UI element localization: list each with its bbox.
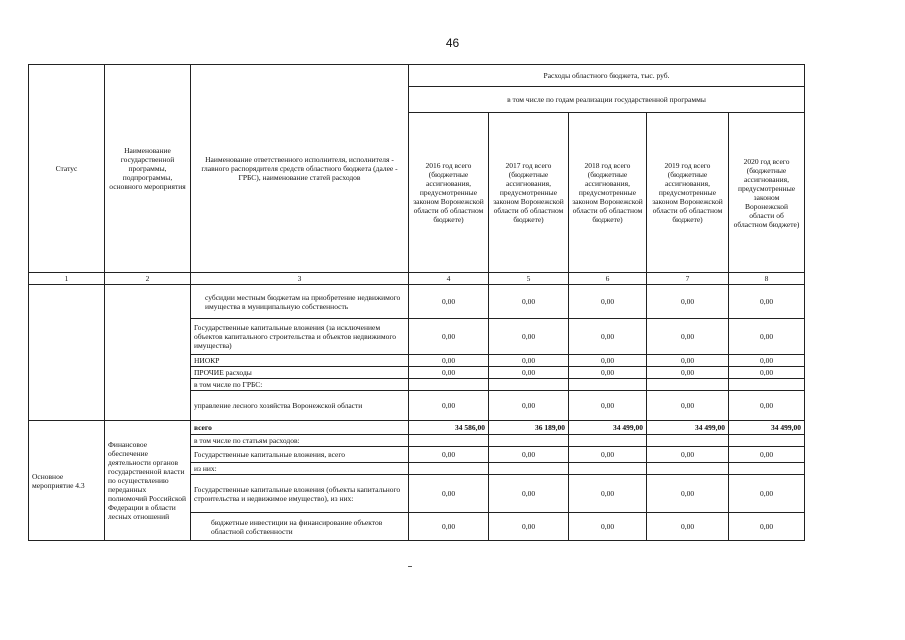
row-label: бюджетные инвестиции на финансирование объектов областной собственности	[191, 513, 409, 541]
col-number: 8	[729, 273, 805, 285]
row-value: 0,00	[489, 447, 569, 463]
row-program-name: Финансовое обеспечение деятельности органов государственной власти по осуществлению переданных полномочий Российской Федерации в области лесных отношений	[105, 421, 191, 541]
row-value: 0,00	[409, 447, 489, 463]
row-value: 0,00	[489, 367, 569, 379]
row-value: 0,00	[489, 391, 569, 421]
row-value: 0,00	[569, 367, 647, 379]
row-value	[489, 463, 569, 475]
header-by-years: в том числе по годам реализации государственной программы	[409, 87, 805, 113]
col-number: 1	[29, 273, 105, 285]
row-value	[729, 463, 805, 475]
row-value: 0,00	[647, 447, 729, 463]
row-value: 34 499,00	[729, 421, 805, 435]
header-year-2019: 2019 год всего (бюджетные ассигнования, предусмотренные законом Воронежской области об областном бюджете)	[647, 113, 729, 273]
row-value: 0,00	[729, 319, 805, 355]
row-value: 0,00	[729, 475, 805, 513]
row-value: 0,00	[647, 367, 729, 379]
row-value	[489, 379, 569, 391]
header-year-2020: 2020 год всего (бюджетные ассигнования, предусмотренные законом Воронежской области об областном бюджете)	[729, 113, 805, 273]
col-number: 5	[489, 273, 569, 285]
column-numbers-row	[29, 273, 805, 285]
row-value: 0,00	[647, 319, 729, 355]
row-value: 0,00	[409, 367, 489, 379]
row-value	[409, 463, 489, 475]
row-label: ПРОЧИЕ расходы	[191, 367, 409, 379]
row-value: 34 499,00	[647, 421, 729, 435]
row-value: 0,00	[409, 391, 489, 421]
row-label: Государственные капитальные вложения (объекты капитального строительства и недвижимое имущество), из них:	[191, 475, 409, 513]
row-value	[647, 379, 729, 391]
row-value: 34 586,00	[409, 421, 489, 435]
row-label: НИОКР	[191, 355, 409, 367]
header-row-1	[29, 65, 805, 87]
col-number: 4	[409, 273, 489, 285]
row-value	[409, 435, 489, 447]
row-status: Основное мероприятие 4.3	[29, 421, 105, 541]
row-value: 34 499,00	[569, 421, 647, 435]
row-value: 0,00	[409, 355, 489, 367]
header-expenses-title: Расходы областного бюджета, тыс. руб.	[409, 65, 805, 87]
header-status: Статус	[29, 65, 105, 273]
header-executor-name: Наименование ответственного исполнителя, исполнителя - главного распорядителя средств областного бюджета (далее - ГРБС), наименование статей расходов	[191, 65, 409, 273]
col-number: 6	[569, 273, 647, 285]
row-value	[647, 435, 729, 447]
row-value	[489, 435, 569, 447]
row-value	[569, 463, 647, 475]
table-row	[29, 421, 805, 435]
row-value: 0,00	[729, 367, 805, 379]
col-number: 3	[191, 273, 409, 285]
row-label: в том числе по ГРБС:	[191, 379, 409, 391]
row-value	[569, 435, 647, 447]
row-value: 0,00	[647, 513, 729, 541]
row-label: из них:	[191, 463, 409, 475]
row-value: 0,00	[569, 447, 647, 463]
page-number: 46	[445, 36, 460, 50]
row-value	[409, 379, 489, 391]
row-value: 0,00	[729, 355, 805, 367]
row-label: субсидии местным бюджетам на приобретение недвижимого имущества в муниципальную собственность	[191, 285, 409, 319]
row-status	[29, 285, 105, 421]
row-value: 0,00	[569, 391, 647, 421]
row-value: 0,00	[489, 475, 569, 513]
row-label: Государственные капитальные вложения (за исключением объектов капитального строительства и объектов недвижимого имущества)	[191, 319, 409, 355]
row-label: Государственные капитальные вложения, всего	[191, 447, 409, 463]
row-value: 0,00	[489, 285, 569, 319]
header-year-2018: 2018 год всего (бюджетные ассигнования, предусмотренные законом Воронежской области об областном бюджете)	[569, 113, 647, 273]
row-value: 0,00	[489, 355, 569, 367]
row-value: 0,00	[647, 355, 729, 367]
row-value: 0,00	[409, 319, 489, 355]
row-value: 0,00	[647, 475, 729, 513]
row-value: 0,00	[729, 447, 805, 463]
row-value	[729, 435, 805, 447]
col-number: 2	[105, 273, 191, 285]
footer-mark	[408, 566, 412, 567]
row-value	[569, 379, 647, 391]
row-value: 0,00	[729, 513, 805, 541]
header-year-2017: 2017 год всего (бюджетные ассигнования, предусмотренные законом Воронежской области об областном бюджете)	[489, 113, 569, 273]
header-program-name: Наименование государственной программы, подпрограммы, основного мероприятия	[105, 65, 191, 273]
row-value: 0,00	[569, 475, 647, 513]
header-year-2016: 2016 год всего (бюджетные ассигнования, предусмотренные законом Воронежской области об областном бюджете)	[409, 113, 489, 273]
table-row	[29, 285, 805, 319]
row-value: 0,00	[409, 285, 489, 319]
row-value: 0,00	[569, 319, 647, 355]
row-label: всего	[191, 421, 409, 435]
col-number: 7	[647, 273, 729, 285]
row-value: 0,00	[409, 475, 489, 513]
row-value: 36 189,00	[489, 421, 569, 435]
row-value: 0,00	[569, 355, 647, 367]
row-value: 0,00	[569, 285, 647, 319]
row-value: 0,00	[569, 513, 647, 541]
row-value: 0,00	[489, 319, 569, 355]
row-value: 0,00	[647, 391, 729, 421]
row-value: 0,00	[409, 513, 489, 541]
budget-table	[28, 64, 805, 541]
row-value: 0,00	[489, 513, 569, 541]
row-label: управление лесного хозяйства Воронежской области	[191, 391, 409, 421]
row-value	[647, 463, 729, 475]
row-value: 0,00	[729, 285, 805, 319]
row-label: в том числе по статьям расходов:	[191, 435, 409, 447]
row-value: 0,00	[647, 285, 729, 319]
row-value	[729, 379, 805, 391]
row-value: 0,00	[729, 391, 805, 421]
row-program-name	[105, 285, 191, 421]
